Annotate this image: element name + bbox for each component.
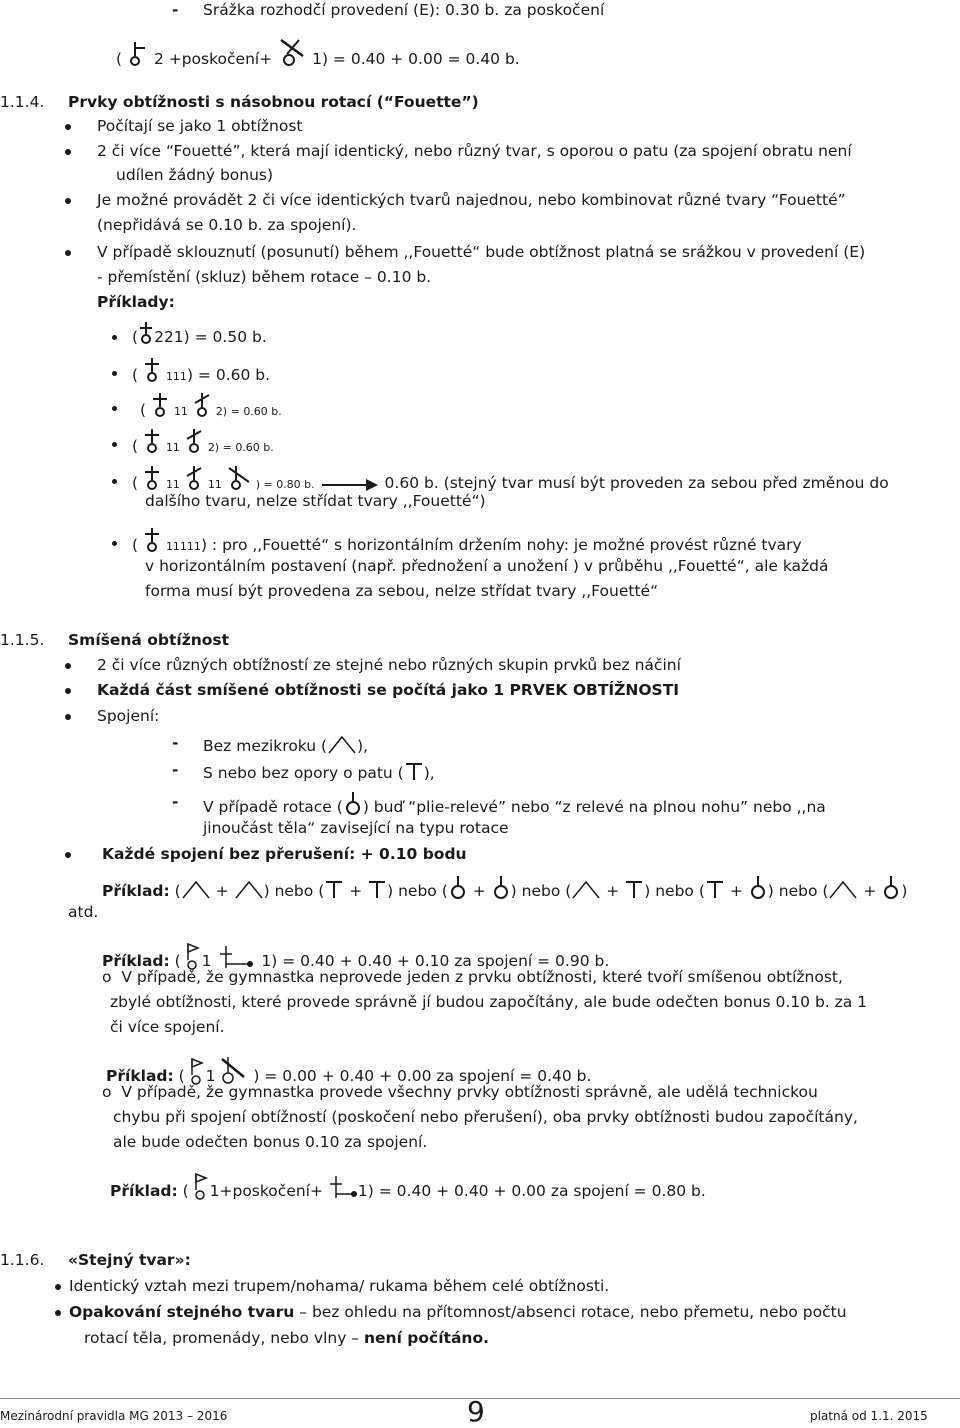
s115-d3-line2: jinoučást těla“ zavisející na typu rotace xyxy=(203,819,509,837)
bullet xyxy=(65,124,71,130)
heel-support-icon xyxy=(324,878,344,900)
s114-b4b: - přemístění (skluz) během rotace – 0.10 b. xyxy=(97,268,432,286)
note-o2b: chybu při spojení obtížností (poskočení nebo přerušení), oba prvky obtížnosti budou započítány, xyxy=(113,1108,858,1126)
fouette-symbol-icon xyxy=(143,358,161,384)
heel-support-icon xyxy=(624,878,644,900)
examples-label: Příklady: xyxy=(97,293,175,311)
step-connection-icon xyxy=(828,878,858,900)
note-o2c: ale bude odečten bonus 0.10 za spojení. xyxy=(113,1133,428,1151)
example-connections: Příklad: ( + ) nebo ( + ) nebo ( + ) nebo ( + ) nebo ( + ) nebo ( + ) xyxy=(102,876,907,901)
example-a: Příklad: ( 1 1) = 0.40 + 0.40 + 0.10 za spojení = 0.90 b. xyxy=(102,942,609,971)
s114-b3b: (nepřidává se 0.10 b. za spojení). xyxy=(97,216,357,234)
fouette-diagonal-icon xyxy=(193,393,211,419)
small-bullet xyxy=(112,406,117,411)
example-5-line2: dalšího tvaru, nelze střídat tvary ,,Fouetté“) xyxy=(145,492,486,510)
s115-b2: Každá část smíšené obtížnosti se počítá jako 1 PRVEK OBTÍŽNOSTI xyxy=(97,681,680,699)
s116-b1: Identický vztah mezi trupem/nohama/ rukama během celé obtížnosti. xyxy=(69,1277,610,1295)
s115-b4: Každé spojení bez přerušení: + 0.10 bodu xyxy=(102,845,467,863)
crossed-fouette-icon xyxy=(227,466,251,492)
bullet xyxy=(55,1284,61,1290)
example-2: ( 111) = 0.60 b. xyxy=(132,358,270,387)
section-title-114: Prvky obtížnosti s násobnou rotací (“Fouette”) xyxy=(68,93,479,111)
fouette-symbol-icon xyxy=(143,466,161,492)
dash-marker: - xyxy=(172,793,179,811)
example-6: ( 11111) : pro ,,Fouetté“ s horizontálním držením nohy: je možné provést různé tvary xyxy=(132,528,802,557)
note-o1b: zbylé obtížnosti, které provede správně jí budou započítány, ale bude odečten bonus 0.10 b. za 1 xyxy=(110,993,868,1011)
s115-d2: S nebo bez opory o patu ( ), xyxy=(203,760,435,783)
s115-b3: Spojení: xyxy=(97,707,160,725)
fouette-symbol-icon xyxy=(151,393,169,419)
rotation-icon xyxy=(343,792,363,816)
page-number: 9 xyxy=(467,1395,485,1428)
example-c: Příklad: ( 1+poskočení+ 1) = 0.40 + 0.40 + 0.00 za spojení = 0.80 b. xyxy=(110,1172,706,1201)
section-number-115: 1.1.5. xyxy=(0,631,45,649)
bullet xyxy=(55,1310,61,1316)
note-o1c: či více spojení. xyxy=(110,1018,225,1036)
top-line-2b: 1) = 0.40 + 0.00 = 0.40 b. xyxy=(312,50,520,68)
footer-right: platná od 1.1. 2015 xyxy=(810,1409,928,1423)
example-4: ( 11 2) = 0.60 b. xyxy=(132,429,274,458)
top-line-2 xyxy=(116,38,520,69)
bullet xyxy=(65,714,71,720)
crossed-rotation-icon xyxy=(277,38,307,68)
bullet xyxy=(65,852,71,858)
step-connection-icon xyxy=(327,733,357,755)
jump-flag-icon xyxy=(190,1057,206,1085)
example-3: ( 11 2) = 0.60 b. xyxy=(140,393,282,422)
fouette-symbol-icon xyxy=(143,528,161,554)
example-6-line2: v horizontálním postavení (např. přednožení a unožení ) v průběhu ,,Fouetté“, ale každá xyxy=(145,557,829,575)
step-connection-icon xyxy=(234,878,264,900)
example-5: ( 11 11 ) = 0.80 b. 0.60 b. (stejný tvar musí být proveden za sebou před změnou do xyxy=(132,466,889,495)
dash-marker: - xyxy=(172,734,179,752)
dash-marker: - xyxy=(172,761,179,779)
s116-b2-line2: rotací těla, promenády, nebo vlny – není počítáno. xyxy=(84,1329,489,1347)
example-1: ( 221) = 0.50 b. xyxy=(132,322,267,347)
example-b: Příklad: ( 1 ) = 0.00 + 0.40 + 0.00 za spojení = 0.40 b. xyxy=(106,1057,591,1086)
small-bullet xyxy=(112,442,117,447)
top-line-1 xyxy=(203,0,604,20)
bullet xyxy=(65,198,71,204)
s114-b3a: Je možné provádět 2 či více identických tvarů najednou, nebo kombinovat různé tvary “Fouetté” xyxy=(97,191,846,209)
s115-b1: 2 či více různých obtížností ze stejné nebo různých skupin prvků bez náčiní xyxy=(97,656,681,674)
rotation-icon xyxy=(448,876,468,900)
heel-support-icon xyxy=(367,878,387,900)
note-o2a: o V případě, že gymnastka provede všechny prvky obtížnosti správně, ale udělá technickou xyxy=(102,1083,818,1101)
fouette-diagonal-icon xyxy=(185,466,203,492)
rotation-icon xyxy=(748,876,768,900)
rotation-icon xyxy=(491,876,511,900)
small-bullet xyxy=(112,541,117,546)
crossed-rotation-icon xyxy=(220,1057,248,1085)
top-line-2a: 2 +poskočení+ xyxy=(153,50,273,68)
jump-flag-icon xyxy=(194,1172,210,1200)
s114-b2b: udílen žádný bonus) xyxy=(116,166,274,184)
example-6-line3: forma musí být provedena za sebou, nelze střídat tvary ,,Fouetté“ xyxy=(145,582,659,600)
section-number-114: 1.1.4. xyxy=(0,93,45,111)
s114-b4a: V případě sklouznutí (posunutí) během ,,Fouetté“ bude obtížnost platná se srážkou v provedení (E) xyxy=(97,243,866,261)
top-line-1-text: Srážka rozhodčí provedení (E): 0.30 b. za poskočení xyxy=(203,1,605,19)
s115-d1: Bez mezikroku ( ), xyxy=(203,733,368,756)
s115-d3: V případě rotace ( ) buď “plie-relevé” nebo “z relevé na plnou nohu” nebo ,,na xyxy=(203,792,826,817)
bullet xyxy=(65,688,71,694)
bullet xyxy=(65,149,71,155)
section-title-116: «Stejný tvar»: xyxy=(68,1251,191,1269)
section-number-116: 1.1.6. xyxy=(0,1251,45,1269)
note-o1a: o V případě, že gymnastka neprovede jeden z prvku obtížnosti, které tvoří smíšenou obtížnost, xyxy=(102,968,843,986)
small-bullet xyxy=(112,371,117,376)
step-connection-icon xyxy=(571,878,601,900)
balance-icon xyxy=(328,1176,358,1200)
step-connection-icon xyxy=(181,878,211,900)
small-bullet xyxy=(112,335,117,340)
small-bullet xyxy=(112,479,117,484)
fouette-diagonal-icon xyxy=(185,429,203,455)
fouette-symbol-icon xyxy=(138,322,154,346)
bullet xyxy=(65,663,71,669)
bullet xyxy=(65,250,71,256)
jump-flag-icon xyxy=(186,942,202,970)
heel-support-icon xyxy=(705,878,725,900)
s114-b2a: 2 či více “Fouetté”, která mají identický, nebo různý tvar, s oporou o patu (za spojení obratu není xyxy=(97,142,852,160)
footer-left: Mezinárodní pravidla MG 2013 – 2016 xyxy=(0,1409,228,1423)
s116-b2: Opakování stejného tvaru – bez ohledu na přítomnost/absenci rotace, nebo přemetu, nebo počtu xyxy=(69,1303,847,1321)
paren: ( xyxy=(116,50,123,68)
s114-b1: Počítají se jako 1 obtížnost xyxy=(97,117,303,135)
rotation-symbol-icon xyxy=(127,42,149,68)
section-title-115: Smíšená obtížnost xyxy=(68,631,230,649)
dash-marker: - xyxy=(172,1,179,19)
atd-text: atd. xyxy=(68,903,99,921)
arrow-right-icon xyxy=(320,478,380,492)
rotation-icon xyxy=(881,876,901,900)
heel-support-icon xyxy=(404,760,424,782)
fouette-symbol-icon xyxy=(143,429,161,455)
